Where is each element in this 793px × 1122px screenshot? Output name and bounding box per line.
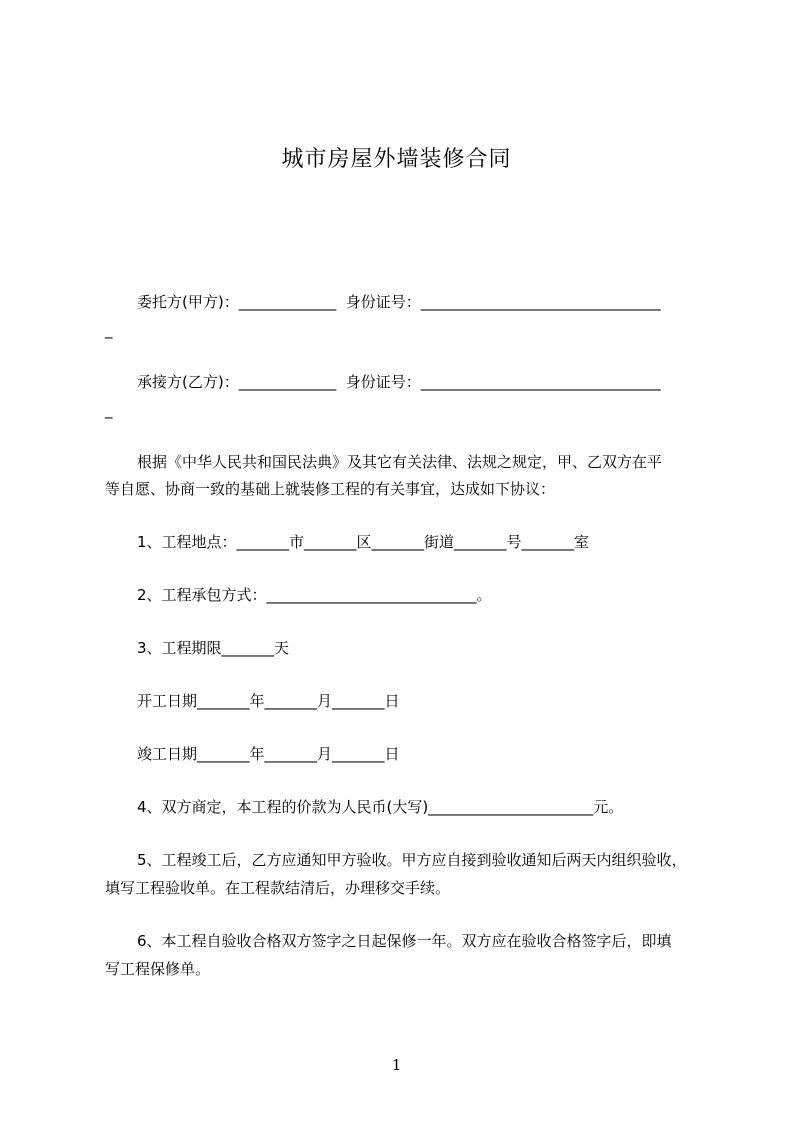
- clause-6-line-2: 写工程保修单。: [105, 960, 211, 978]
- clause-4-price: 4、双方商定，本工程的价款为人民币(大写)______________________元。: [137, 798, 624, 816]
- clause-5-line-2: 填写工程验收单。在工程款结清后，办理移交手续。: [105, 879, 451, 897]
- party-b-wrap: _: [105, 401, 113, 419]
- intro-line-1: 根据《中华人民共和国民法典》及其它有关法律、法规之规定，甲、乙双方在平: [137, 453, 663, 471]
- end-date-line: 竣工日期_______年_______月_______日: [137, 745, 400, 763]
- intro-line-2: 等自愿、协商一致的基础上就装修工程的有关事宜，达成如下协议：: [105, 480, 556, 498]
- party-b-line: 承接方(乙方)：_____________ 身份证号：________________________________: [137, 373, 661, 391]
- clause-5-line-1: 5、工程竣工后，乙方应通知甲方验收。甲方应自接到验收通知后两天内组织验收，: [137, 851, 687, 869]
- clause-1-location: 1、工程地点：_______市_______区_______街道_______号_______室: [137, 533, 590, 551]
- clause-6-line-1: 6、本工程自验收合格双方签字之日起保修一年。双方应在验收合格签字后，即填: [137, 932, 672, 950]
- start-date-line: 开工日期_______年_______月_______日: [137, 692, 400, 710]
- document-title: 城市房屋外墙装修合同: [281, 147, 512, 172]
- clause-3-duration: 3、工程期限_______天: [137, 639, 290, 657]
- page-number: 1: [391, 1056, 402, 1074]
- clause-2-contract-method: 2、工程承包方式：____________________________。: [137, 586, 492, 604]
- party-a-line: 委托方(甲方)：_____________ 身份证号：________________________________: [137, 293, 661, 311]
- party-a-wrap: _: [105, 321, 113, 339]
